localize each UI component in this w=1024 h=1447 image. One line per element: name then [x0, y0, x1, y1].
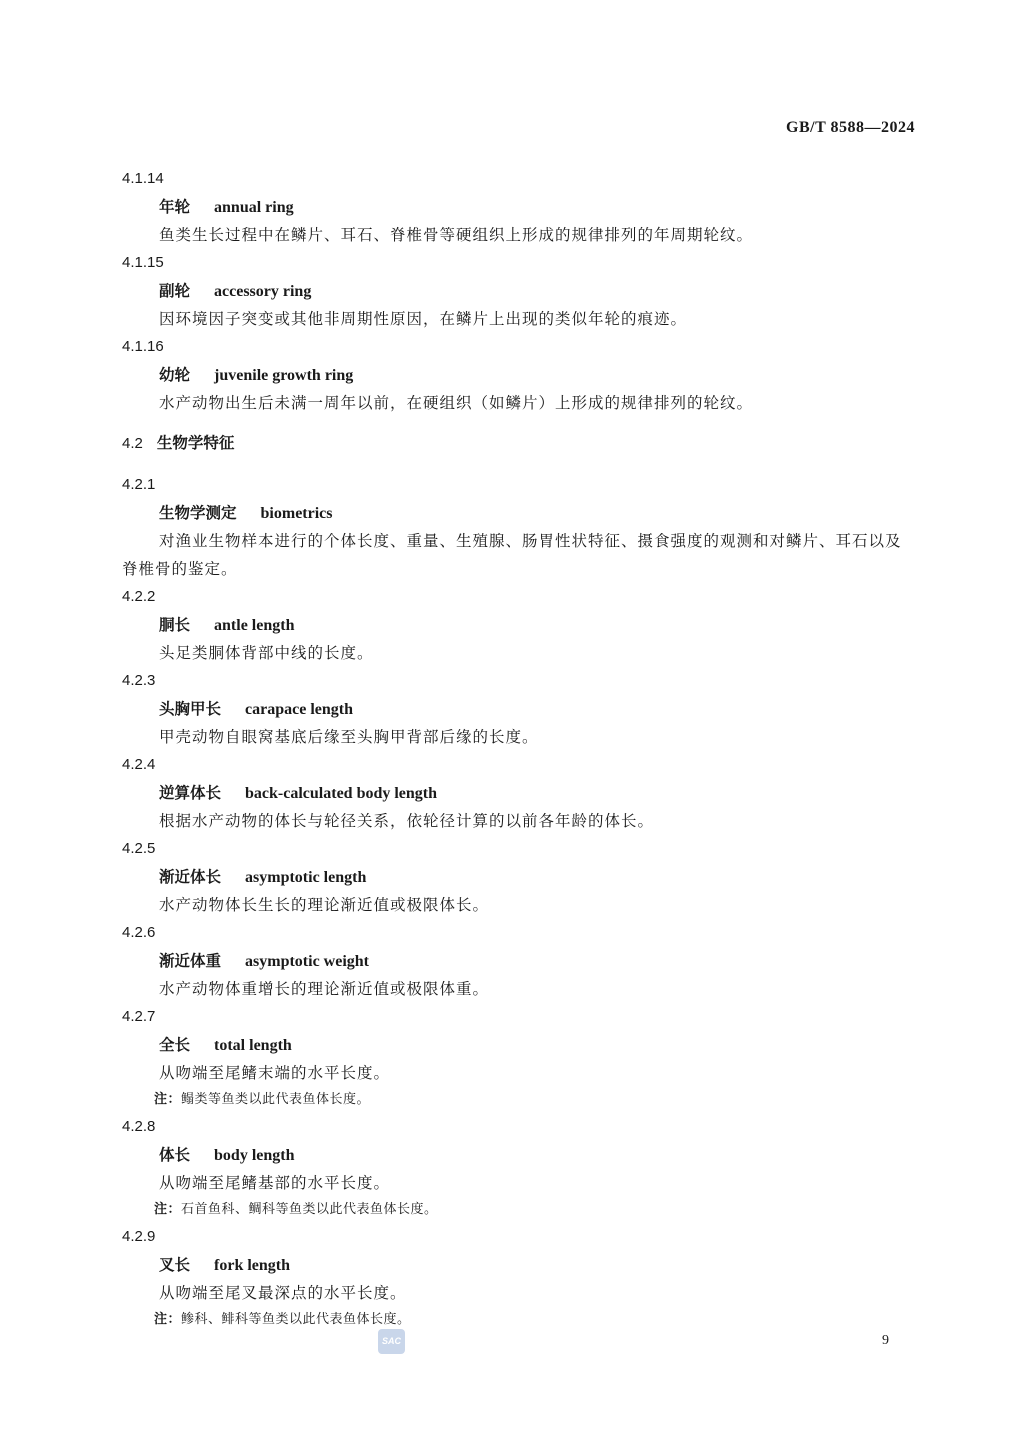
term-definition: 头足类胴体背部中线的长度。 — [159, 644, 374, 662]
term-english: total length — [214, 1037, 292, 1054]
entry-number: 4.1.16 — [122, 338, 164, 355]
term-definition: 鱼类生长过程中在鳞片、耳石、脊椎骨等硬组织上形成的规律排列的年周期轮纹。 — [159, 226, 754, 244]
term-entry — [122, 471, 917, 583]
term-english: fork length — [214, 1257, 291, 1274]
entry-number: 4.2.3 — [122, 672, 156, 689]
term-english: annual ring — [214, 199, 294, 216]
term-english: asymptotic weight — [245, 953, 369, 970]
note-label: 注： — [154, 1202, 182, 1217]
term-english: asymptotic length — [245, 869, 367, 886]
term-line — [122, 779, 917, 807]
standard-code: GB/T 8588—2024 — [786, 119, 915, 136]
term-note — [122, 1087, 917, 1113]
term-chinese: 逆算体长 — [159, 783, 222, 802]
term-definition: 从吻端至尾鳍基部的水平长度。 — [159, 1174, 391, 1192]
term-chinese: 胴长 — [159, 615, 191, 634]
term-chinese: 生物学测定 — [159, 503, 237, 522]
term-english: juvenile growth ring — [214, 367, 354, 384]
term-line — [122, 611, 917, 639]
term-definition: 水产动物体重增长的理论渐近值或极限体重。 — [159, 980, 490, 998]
document-body — [122, 165, 917, 1333]
term-line — [122, 1251, 917, 1279]
term-entry — [122, 583, 917, 667]
entry-number: 4.2.9 — [122, 1228, 156, 1245]
term-entry — [122, 835, 917, 919]
term-chinese: 全长 — [159, 1035, 191, 1054]
term-definition: 因环境因子突变或其他非周期性原因，在鳞片上出现的类似年轮的痕迹。 — [159, 310, 688, 328]
note-text: 鲹科、鲱科等鱼类以此代表鱼体长度。 — [181, 1312, 411, 1327]
term-chinese: 幼轮 — [159, 365, 191, 384]
entry-number: 4.1.15 — [122, 254, 164, 271]
entry-number: 4.2.6 — [122, 924, 156, 941]
entry-number: 4.2.2 — [122, 588, 156, 605]
note-text: 石首鱼科、鲷科等鱼类以此代表鱼体长度。 — [181, 1202, 438, 1217]
term-line — [122, 277, 917, 305]
note-text: 鳎类等鱼类以此代表鱼体长度。 — [181, 1092, 371, 1107]
term-line — [122, 863, 917, 891]
section-title: 生物学特征 — [156, 433, 235, 452]
entry-number: 4.2.8 — [122, 1118, 156, 1135]
term-definition: 对渔业生物样本进行的个体长度、重量、生殖腺、肠胃性状特征、摄食强度的观测和对鳞片、耳石以及脊椎骨的鉴定。 — [122, 532, 902, 578]
term-definition: 水产动物体长生长的理论渐近值或极限体长。 — [159, 896, 490, 914]
term-entry — [122, 919, 917, 1003]
section-number: 4.2 — [122, 435, 143, 452]
term-chinese: 副轮 — [159, 281, 191, 300]
term-entry — [122, 667, 917, 751]
term-english: carapace length — [245, 701, 353, 718]
term-definition: 从吻端至尾叉最深点的水平长度。 — [159, 1284, 407, 1302]
term-entry — [122, 333, 917, 417]
entry-number: 4.2.4 — [122, 756, 156, 773]
term-chinese: 叉长 — [159, 1255, 191, 1274]
page-number: 9 — [882, 1333, 889, 1348]
term-line — [122, 1031, 917, 1059]
term-note — [122, 1197, 917, 1223]
term-english: accessory ring — [214, 283, 312, 300]
term-line — [122, 947, 917, 975]
section-heading — [122, 429, 917, 457]
term-line — [122, 499, 917, 527]
term-line — [122, 361, 917, 389]
term-line — [122, 695, 917, 723]
term-definition: 从吻端至尾鳍末端的水平长度。 — [159, 1064, 391, 1082]
term-chinese: 渐近体长 — [159, 867, 222, 886]
term-english: biometrics — [260, 505, 333, 522]
term-english: back-calculated body length — [245, 785, 438, 802]
note-label: 注： — [154, 1312, 182, 1327]
term-entry — [122, 165, 917, 249]
term-entry — [122, 1223, 917, 1333]
term-note — [122, 1307, 917, 1333]
term-line — [122, 1141, 917, 1169]
term-entry — [122, 1003, 917, 1113]
term-entry — [122, 751, 917, 835]
entry-number: 4.2.5 — [122, 840, 156, 857]
term-definition: 甲壳动物自眼窝基底后缘至头胸甲背部后缘的长度。 — [159, 728, 539, 746]
term-line — [122, 193, 917, 221]
term-chinese: 体长 — [159, 1145, 191, 1164]
entry-number: 4.1.14 — [122, 170, 164, 187]
term-definition: 根据水产动物的体长与轮径关系，依轮径计算的以前各年龄的体长。 — [159, 812, 655, 830]
sac-logo: SAC — [378, 1329, 405, 1354]
term-chinese: 年轮 — [159, 197, 191, 216]
entry-number: 4.2.1 — [122, 476, 156, 493]
term-chinese: 渐近体重 — [159, 951, 222, 970]
entry-number: 4.2.7 — [122, 1008, 156, 1025]
term-chinese: 头胸甲长 — [159, 699, 222, 718]
term-entry — [122, 1113, 917, 1223]
note-label: 注： — [154, 1092, 182, 1107]
term-definition: 水产动物出生后未满一周年以前，在硬组织（如鳞片）上形成的规律排列的轮纹。 — [159, 394, 754, 412]
term-english: antle length — [214, 617, 295, 634]
term-english: body length — [214, 1147, 295, 1164]
term-entry — [122, 249, 917, 333]
